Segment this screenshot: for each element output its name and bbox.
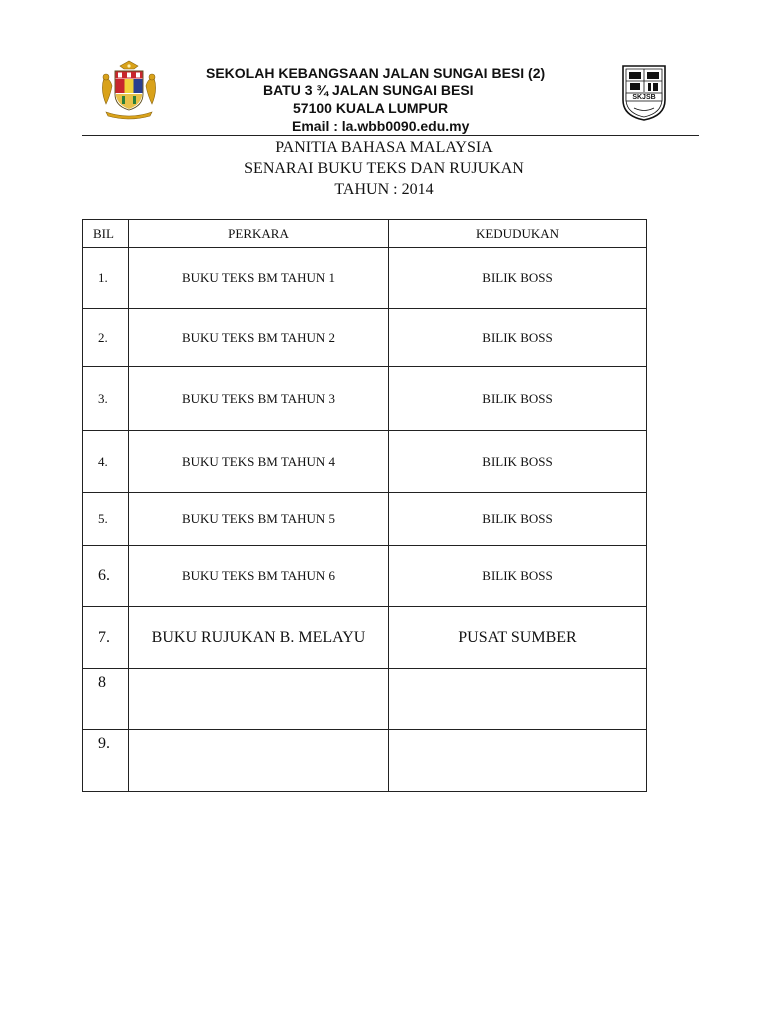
school-crest-icon: [620, 64, 668, 122]
cell-perkara: [129, 730, 389, 792]
cell-perkara: BUKU TEKS BM TAHUN 5: [129, 493, 389, 546]
school-email: Email : la.wbb0090.edu.my: [292, 118, 470, 134]
header-kedudukan: KEDUDUKAN: [389, 220, 647, 248]
cell-bil: 5.: [83, 493, 129, 546]
letterhead: [0, 0, 768, 140]
cell-bil: 4.: [83, 431, 129, 493]
cell-perkara: BUKU TEKS BM TAHUN 3: [129, 367, 389, 431]
cell-perkara: [129, 669, 389, 730]
table-row: [83, 367, 647, 431]
table-row: [83, 248, 647, 309]
table-row: [83, 493, 647, 546]
table-row: [83, 431, 647, 493]
cell-kedudukan: PUSAT SUMBER: [389, 607, 647, 669]
cell-perkara: BUKU RUJUKAN B. MELAYU: [129, 607, 389, 669]
cell-kedudukan: [389, 669, 647, 730]
cell-kedudukan: BILIK BOSS: [389, 431, 647, 493]
school-address: BATU 3 ¾ JALAN SUNGAI BESI: [263, 82, 474, 98]
header-perkara: PERKARA: [129, 220, 389, 248]
cell-kedudukan: BILIK BOSS: [389, 546, 647, 607]
cell-bil: 6.: [83, 546, 129, 607]
cell-kedudukan: BILIK BOSS: [389, 309, 647, 367]
table-row: [83, 730, 647, 792]
cell-perkara: BUKU TEKS BM TAHUN 1: [129, 248, 389, 309]
table-header-row: [83, 220, 647, 248]
cell-perkara: BUKU TEKS BM TAHUN 2: [129, 309, 389, 367]
document-titles: [0, 137, 768, 200]
table-row: [83, 669, 647, 730]
header-bil: BIL: [83, 220, 129, 248]
year-title: TAHUN : 2014: [334, 181, 434, 198]
cell-bil: 7.: [83, 607, 129, 669]
table-row: [83, 546, 647, 607]
school-postcode-city: 57100 KUALA LUMPUR: [293, 100, 449, 116]
cell-bil: 3.: [83, 367, 129, 431]
cell-bil: 9.: [83, 730, 129, 792]
book-list-table: [82, 219, 647, 792]
cell-bil: 8: [83, 669, 129, 730]
table-row: [83, 607, 647, 669]
letterhead-divider: [82, 135, 699, 136]
school-name: SEKOLAH KEBANGSAAN JALAN SUNGAI BESI (2): [206, 65, 546, 81]
cell-kedudukan: BILIK BOSS: [389, 493, 647, 546]
cell-kedudukan: [389, 730, 647, 792]
cell-perkara: BUKU TEKS BM TAHUN 6: [129, 546, 389, 607]
list-title: SENARAI BUKU TEKS DAN RUJUKAN: [244, 160, 524, 177]
school-logo-text: SKJSB: [632, 94, 656, 101]
cell-kedudukan: BILIK BOSS: [389, 367, 647, 431]
cell-perkara: BUKU TEKS BM TAHUN 4: [129, 431, 389, 493]
panel-title: PANITIA BAHASA MALAYSIA: [275, 139, 493, 156]
table-row: [83, 309, 647, 367]
cell-bil: 2.: [83, 309, 129, 367]
malaysia-coat-of-arms-icon: [100, 60, 158, 120]
cell-bil: 1.: [83, 248, 129, 309]
cell-kedudukan: BILIK BOSS: [389, 248, 647, 309]
